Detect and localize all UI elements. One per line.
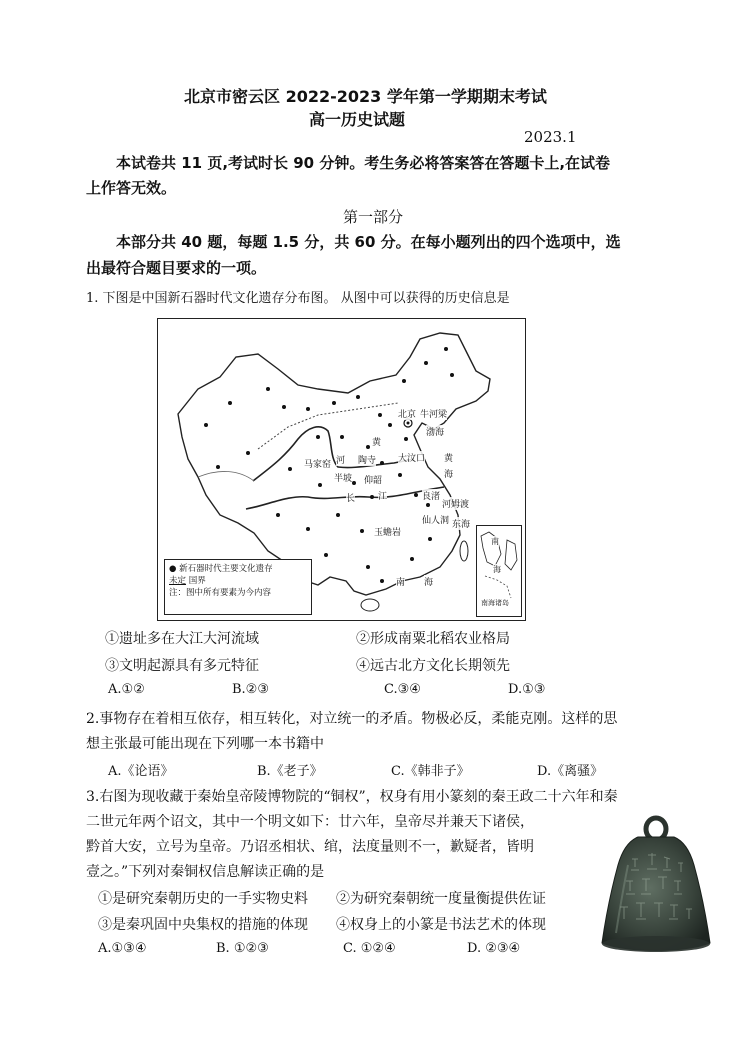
map-label-yuchanyan: 玉蟾岩 bbox=[374, 525, 401, 538]
instructions-line2: 上作答无效。 bbox=[86, 179, 177, 197]
inset-label-nan: 南 bbox=[491, 537, 499, 546]
map-label-yangshao: 仰韶 bbox=[364, 473, 382, 486]
q3-option-d: D. ②③④ bbox=[467, 941, 521, 956]
exam-subtitle: 高一历史试题 bbox=[309, 110, 406, 129]
q3-statement-3: ③是秦巩固中央集权的措施的体现 bbox=[98, 917, 308, 933]
map-label-niuheliang: 牛河梁 bbox=[420, 407, 447, 420]
map-label-hai: 海 bbox=[444, 467, 453, 480]
q3-statement-2: ②为研究秦朝统一度量衡提供佐证 bbox=[336, 891, 546, 907]
part-heading: 第一部分 bbox=[343, 208, 404, 226]
map-label-huang: 黄 bbox=[372, 435, 381, 448]
legend-item-sites: ● 新石器时代主要文化遗存 bbox=[169, 564, 273, 574]
map-label-chang: 长 bbox=[346, 491, 355, 504]
map-label-xianrendong: 仙人洞 bbox=[422, 513, 449, 526]
map-label-nanhai-hai: 海 bbox=[424, 575, 433, 588]
map-label-majiayao: 马家窑 bbox=[304, 457, 331, 470]
q1-option-a: A.①② bbox=[108, 682, 145, 697]
map-label-dawenkou: 大汶口 bbox=[398, 451, 425, 464]
q1-stem: 1. 下图是中国新石器时代文化遗存分布图。 从图中可以获得的历史信息是 bbox=[86, 291, 510, 306]
q1-option-d: D.①③ bbox=[508, 682, 546, 697]
q2-option-a: A.《论语》 bbox=[108, 764, 174, 779]
neolithic-map bbox=[157, 318, 526, 621]
q3-stem-line1: 3.右图为现收藏于秦始皇帝陵博物院的“铜权”，权身有用小篆刻的秦王政二十六年和秦 bbox=[86, 789, 618, 805]
exam-title: 北京市密云区 2022-2023 学年第一学期期末考试 bbox=[184, 87, 547, 106]
q1-statement-1: ①遗址多在大江大河流域 bbox=[105, 631, 259, 647]
map-label-huang-sea: 黄 bbox=[444, 451, 453, 464]
map-legend bbox=[164, 559, 312, 615]
map-label-bohai: 渤海 bbox=[426, 425, 444, 438]
q3-statement-4: ④权身上的小篆是书法艺术的体现 bbox=[336, 917, 546, 933]
map-label-jiang: 江 bbox=[378, 489, 387, 502]
map-label-beijing: 北京 bbox=[398, 407, 416, 420]
q1-option-c: C.③④ bbox=[384, 682, 421, 697]
map-label-nan: 南 bbox=[396, 575, 405, 588]
q3-statement-1: ①是研究秦朝历史的一手实物史料 bbox=[98, 891, 308, 907]
q3-option-c: C. ①②④ bbox=[343, 941, 396, 956]
q3-option-b: B. ①②③ bbox=[216, 941, 269, 956]
inset-label-hai: 海 bbox=[493, 565, 501, 574]
q1-statement-4: ④远古北方文化长期领先 bbox=[356, 658, 510, 674]
q2-stem-line1: 2.事物存在着相互依存，相互转化，对立统一的矛盾。物极必反，柔能克刚。这样的思 bbox=[86, 711, 618, 727]
instructions-line1: 本试卷共 11 页,考试时长 90 分钟。考生务必将答案答在答题卡上,在试卷 bbox=[116, 154, 611, 172]
q2-option-c: C.《韩非子》 bbox=[391, 764, 470, 779]
q2-option-b: B.《老子》 bbox=[257, 764, 323, 779]
legend-note: 注：图中所有要素为今内容 bbox=[169, 588, 272, 598]
q2-option-d: D.《离骚》 bbox=[537, 764, 604, 779]
map-label-donghai: 东海 bbox=[452, 517, 470, 530]
q3-stem-line2: 二世元年两个诏文，其中一个明文如下：廿六年，皇帝尽并兼天下诸侯， bbox=[86, 814, 534, 830]
q1-option-b: B.②③ bbox=[232, 682, 269, 697]
map-label-he: 河 bbox=[336, 453, 345, 466]
map-label-liangzhu: 良渚 bbox=[422, 489, 440, 502]
bronze-weight-image bbox=[598, 815, 714, 955]
map-label-taosi: 陶寺 bbox=[358, 453, 376, 466]
q1-statement-2: ②形成南粟北稻农业格局 bbox=[356, 631, 510, 647]
part-desc-line1: 本部分共 40 题，每题 1.5 分，共 60 分。在每小题列出的四个选项中，选 bbox=[116, 233, 621, 251]
q3-option-a: A.①③④ bbox=[98, 941, 147, 956]
map-label-banpo: 半坡 bbox=[334, 471, 352, 484]
south-sea-inset bbox=[476, 525, 522, 617]
legend-item-border: 未定 国界 bbox=[169, 576, 206, 586]
part-desc-line2: 出最符合题目要求的一项。 bbox=[86, 259, 267, 277]
q3-stem-line4: 壹之。”下列对秦铜权信息解读正确的是 bbox=[86, 864, 325, 880]
q3-stem-line3: 黔首大安，立号为皇帝。乃诏丞相状、绾，法度量则不一，歉疑者，皆明 bbox=[86, 839, 534, 855]
q1-statement-3: ③文明起源具有多元特征 bbox=[105, 658, 259, 674]
q2-stem-line2: 想主张最可能出现在下列哪一本书籍中 bbox=[86, 736, 324, 752]
inset-label-islands: 南海诸岛 bbox=[481, 599, 509, 607]
exam-date: 2023.1 bbox=[524, 128, 577, 146]
map-label-hemudu: 河姆渡 bbox=[442, 497, 469, 510]
